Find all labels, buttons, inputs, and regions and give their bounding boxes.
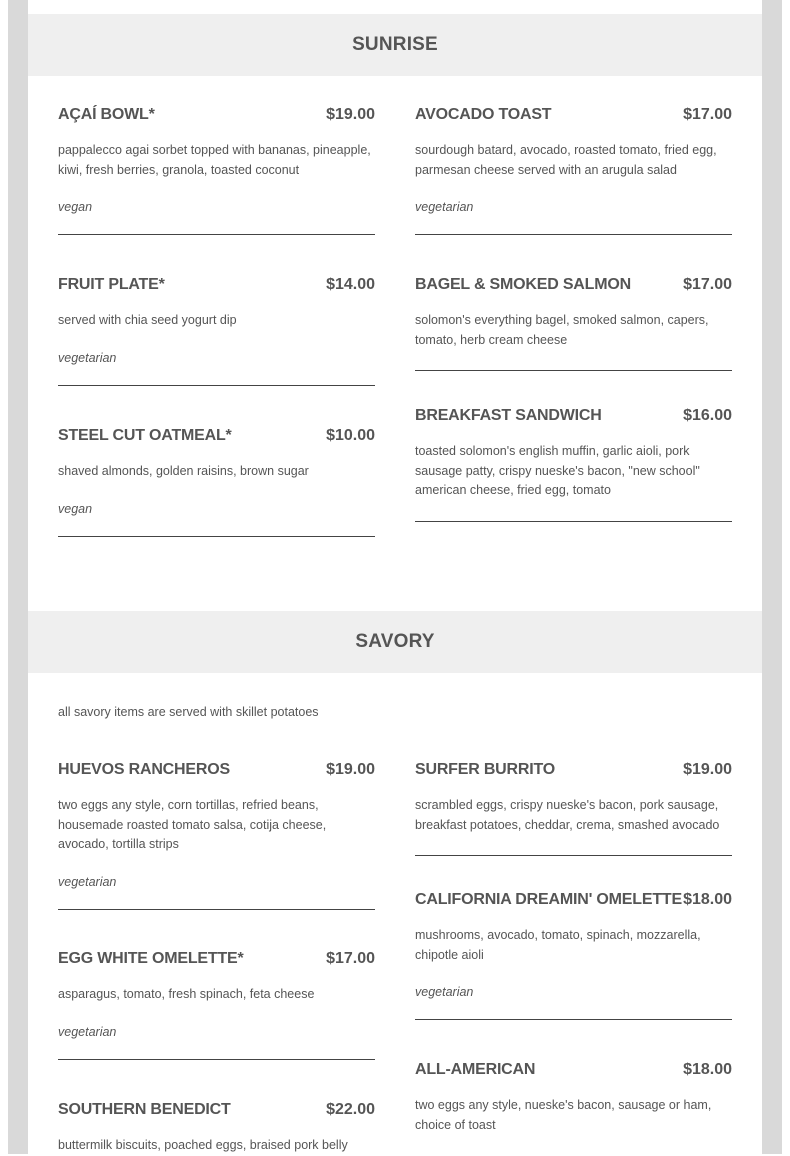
menu-item xyxy=(415,761,732,856)
item-divider xyxy=(415,370,732,371)
item-description: asparagus, tomato, fresh spinach, feta cheese xyxy=(58,987,315,1001)
item-name: BREAKFAST SANDWICH xyxy=(415,407,602,424)
item-name: ALL-AMERICAN xyxy=(415,1061,536,1078)
section-header-sunrise: SUNRISE xyxy=(28,14,762,76)
item-name: BAGEL & SMOKED SALMON xyxy=(415,276,631,293)
item-description: sourdough batard, avocado, roasted tomato, fried egg, parmesan cheese served with an arugula salad xyxy=(415,143,717,177)
item-name: CALIFORNIA DREAMIN' OMELETTE xyxy=(415,891,682,908)
item-name: AVOCADO TOAST xyxy=(415,106,552,123)
menu-item xyxy=(58,950,375,1060)
menu-item xyxy=(415,276,732,371)
item-divider xyxy=(58,1059,375,1060)
item-description: two eggs any style, nueske's bacon, sausage or ham, choice of toast xyxy=(415,1098,712,1132)
item-description: scrambled eggs, crispy nueske's bacon, pork sausage, breakfast potatoes, cheddar, crema, smashed avocado xyxy=(415,798,720,832)
item-description: pappalecco agai sorbet topped with bananas, pineapple, kiwi, fresh berries, granola, toasted coconut xyxy=(58,143,371,177)
item-price: $18.00 xyxy=(683,891,732,908)
item-divider xyxy=(58,536,375,537)
menu-item xyxy=(58,276,375,386)
item-description: served with chia seed yogurt dip xyxy=(58,313,237,327)
item-price: $17.00 xyxy=(683,106,732,123)
item-divider xyxy=(58,234,375,235)
item-price: $18.00 xyxy=(683,1061,732,1078)
item-divider xyxy=(415,855,732,856)
item-description: solomon's everything bagel, smoked salmon, capers, tomato, herb cream cheese xyxy=(415,313,709,347)
item-description: buttermilk biscuits, poached eggs, braised pork belly xyxy=(58,1138,348,1152)
item-price: $17.00 xyxy=(683,276,732,293)
section-header-savory: SAVORY xyxy=(28,611,762,673)
item-price: $16.00 xyxy=(683,407,732,424)
item-name: STEEL CUT OATMEAL* xyxy=(58,427,232,444)
item-divider xyxy=(58,909,375,910)
item-diet-tag: vegetarian xyxy=(415,985,474,1000)
item-divider xyxy=(415,234,732,235)
item-price: $10.00 xyxy=(326,427,375,444)
menu-item xyxy=(58,761,375,910)
menu-item xyxy=(58,1101,375,1156)
menu-item xyxy=(58,106,375,235)
item-name: EGG WHITE OMELETTE* xyxy=(58,950,244,967)
item-name: SURFER BURRITO xyxy=(415,761,556,778)
item-divider xyxy=(58,385,375,386)
menu-item xyxy=(58,427,375,537)
item-price: $17.00 xyxy=(326,950,375,967)
item-description: two eggs any style, corn tortillas, refried beans, housemade roasted tomato salsa, cotija cheese, avocado, tortilla strips xyxy=(58,798,327,852)
item-description: toasted solomon's english muffin, garlic aioli, pork sausage patty, crispy nueske's bacon, "new school" american cheese, fried egg, tomato xyxy=(415,444,700,498)
item-price: $19.00 xyxy=(683,761,732,778)
item-price: $19.00 xyxy=(326,106,375,123)
item-diet-tag: vegetarian xyxy=(58,874,117,889)
item-price: $14.00 xyxy=(326,276,375,293)
item-name: HUEVOS RANCHEROS xyxy=(58,761,230,778)
item-description: shaved almonds, golden raisins, brown sugar xyxy=(58,464,309,478)
item-diet-tag: vegetarian xyxy=(58,350,117,365)
item-name: AÇAÍ BOWL* xyxy=(58,106,155,123)
item-diet-tag: vegetarian xyxy=(415,200,474,215)
item-diet-tag: vegan xyxy=(58,501,93,516)
menu-item xyxy=(415,407,732,522)
item-divider xyxy=(415,521,732,522)
item-divider xyxy=(415,1019,732,1020)
item-diet-tag: vegan xyxy=(58,200,93,215)
item-price: $19.00 xyxy=(326,761,375,778)
item-description: mushrooms, avocado, tomato, spinach, mozzarella, chipotle aioli xyxy=(415,928,701,962)
menu-item xyxy=(415,891,732,1020)
menu-item xyxy=(415,106,732,235)
item-name: SOUTHERN BENEDICT xyxy=(58,1101,231,1118)
item-price: $22.00 xyxy=(326,1101,375,1118)
item-diet-tag: vegetarian xyxy=(58,1024,117,1039)
menu-item xyxy=(415,1061,732,1135)
section-note: all savory items are served with skillet potatoes xyxy=(58,705,319,719)
item-name: FRUIT PLATE* xyxy=(58,276,165,293)
